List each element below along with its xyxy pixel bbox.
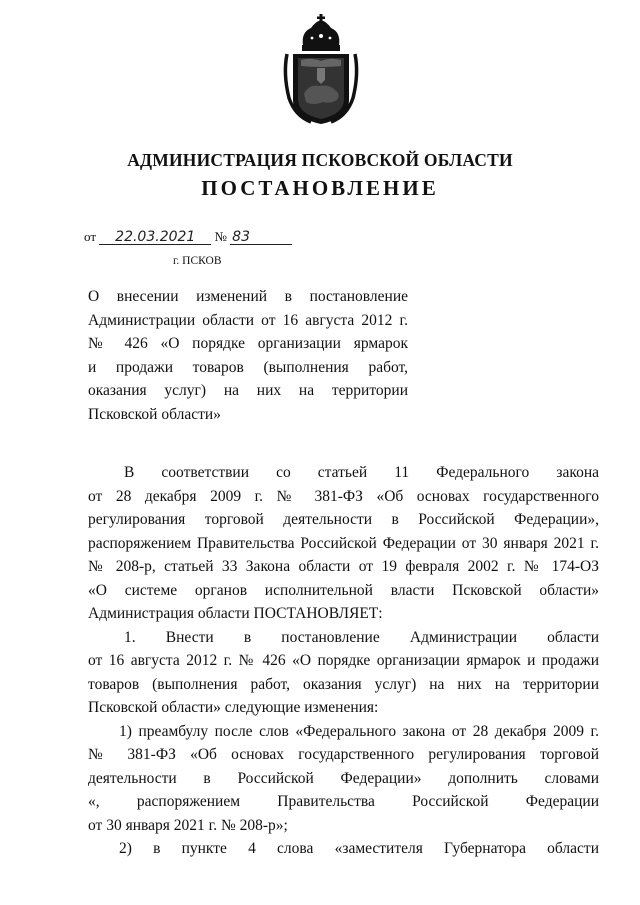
document-date-number-line: [84, 229, 292, 245]
date-prefix-label: от: [84, 229, 97, 244]
body-line: деятельности в Российской Федерации» дополнить словами: [88, 769, 599, 787]
body-line: «, распоряжением Правительства Российской Федерации: [88, 793, 599, 810]
subject-line: № 426 «О порядке организации ярмарок: [88, 335, 408, 352]
document-number: 83: [230, 230, 292, 245]
body-line: В соответствии со статьей 11 Федерального закона: [124, 464, 599, 481]
subject-line: О внесении изменений в постановление: [88, 288, 408, 305]
body-line: от 30 января 2021 г. № 208-р»;: [88, 816, 288, 834]
body-line: товаров (выполнения работ, оказания услуг) на них на территории: [88, 675, 599, 693]
document-type-title: ПОСТАНОВЛЕНИЕ: [201, 176, 439, 200]
body-line: «О системе органов исполнительной власти Псковской области»: [88, 581, 599, 599]
organization-name: АДМИНИСТРАЦИЯ ПСКОВСКОЙ ОБЛАСТИ: [127, 150, 513, 170]
body-line: № 208-р, статьей 33 Закона области от 19 февраля 2002 г. № 174-ОЗ: [88, 558, 599, 575]
document-subject: [88, 285, 408, 426]
body-line: от 16 августа 2012 г. № 426 «О порядке организации ярмарок и продажи: [88, 652, 599, 669]
body-line: 1) преамбулу после слов «Федерального закона от 28 декабря 2009 г.: [119, 722, 599, 740]
body-line: Администрация области ПОСТАНОВЛЯЕТ:: [88, 605, 383, 622]
pskov-coat-of-arms-emblem: [281, 14, 361, 126]
document-date: 22.03.2021: [99, 230, 211, 245]
number-sign-label: №: [214, 229, 227, 244]
subject-line: и продажи товаров (выполнения работ,: [88, 358, 408, 376]
document-body: [88, 461, 599, 861]
body-line: 1. Внести в постановление Администрации области: [124, 628, 599, 646]
subject-line: Администрации области от 16 августа 2012 г.: [88, 311, 408, 329]
body-line: распоряжением Правительства Российской Федерации от 30 января 2021 г.: [88, 534, 599, 552]
body-line: Псковской области» следующие изменения:: [88, 699, 379, 716]
subject-line: оказания услуг) на них на территории: [88, 382, 408, 399]
subject-line: Псковской области»: [88, 405, 221, 423]
city-label: г. ПСКОВ: [173, 255, 222, 267]
body-line: 2) в пункте 4 слова «заместителя Губернатора области: [119, 840, 599, 857]
body-line: № 381-ФЗ «Об основах государственного регулирования торговой: [88, 746, 599, 763]
body-line: регулирования торговой деятельности в Российской Федерации»,: [88, 511, 599, 528]
body-line: от 28 декабря 2009 г. № 381-ФЗ «Об основах государственного: [88, 487, 599, 505]
